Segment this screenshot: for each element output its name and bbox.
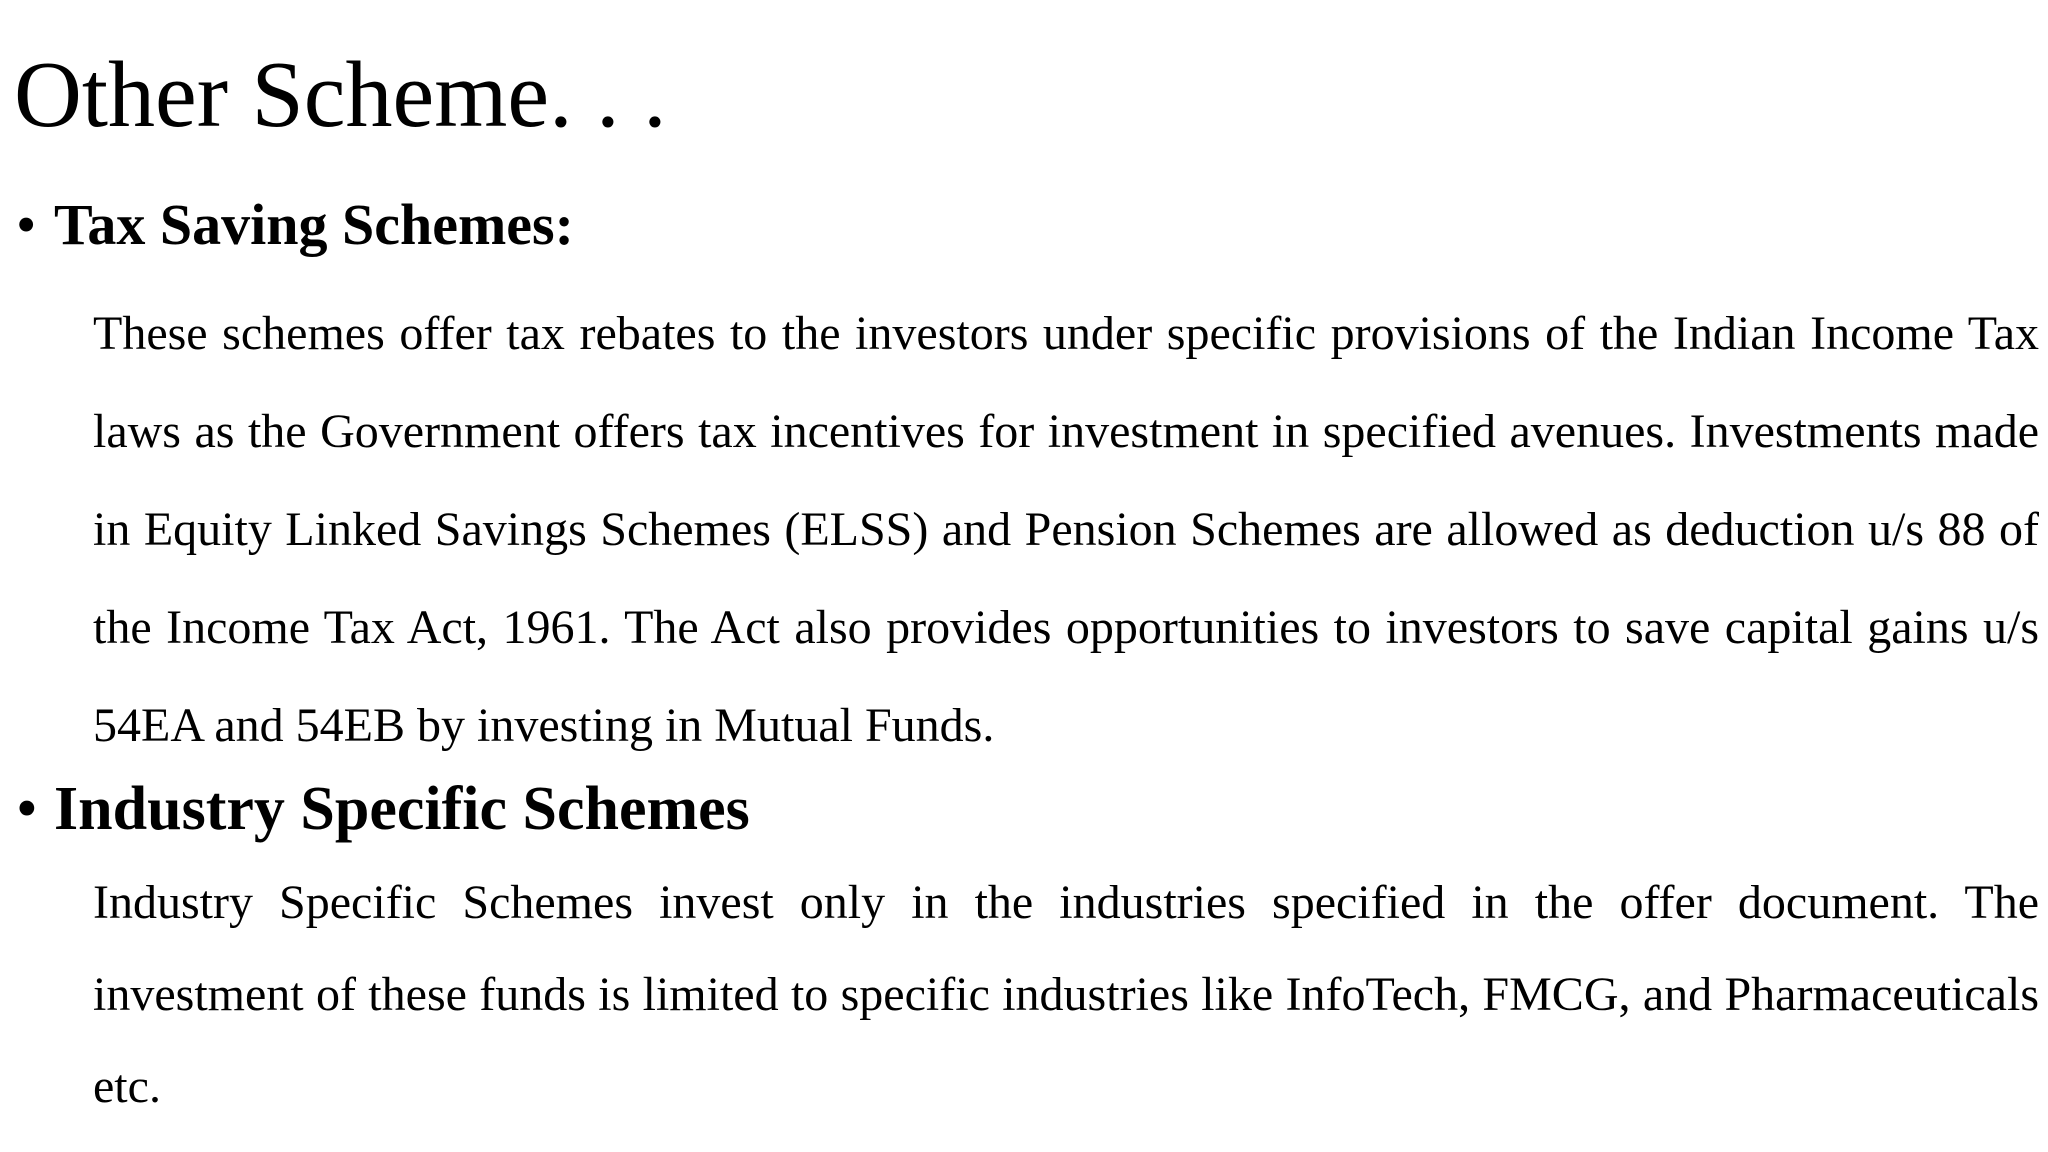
section-body-tax-saving: These schemes offer tax rebates to the investors under specific provisions of the Indian Income Tax laws as the Government offers tax incentives for investment in specified avenues. Investments made in Equity Linked Savings Schemes (ELSS) and Pension Schemes are allowed as deduction u/s 88 of the Income Tax Act, 1961. The Act also provides opportunities to investors to save capital gains u/s 54EA and 54EB by investing in Mutual Funds.	[93, 307, 2039, 752]
section-heading-label: Industry Specific Schemes	[54, 775, 750, 843]
section-heading-industry-specific	[16, 772, 750, 846]
bullet-icon: •	[16, 192, 37, 257]
page-title: Other Scheme. . .	[14, 43, 667, 147]
section-heading-label: Tax Saving Schemes:	[54, 192, 574, 257]
section-body-industry-specific: Industry Specific Schemes invest only in the industries specified in the offer document. The investment of these funds is limited to specific industries like InfoTech, FMCG, and Pharmaceuticals etc.	[93, 876, 2039, 1113]
bullet-icon: •	[16, 775, 38, 843]
section-heading-tax-saving	[16, 190, 574, 260]
